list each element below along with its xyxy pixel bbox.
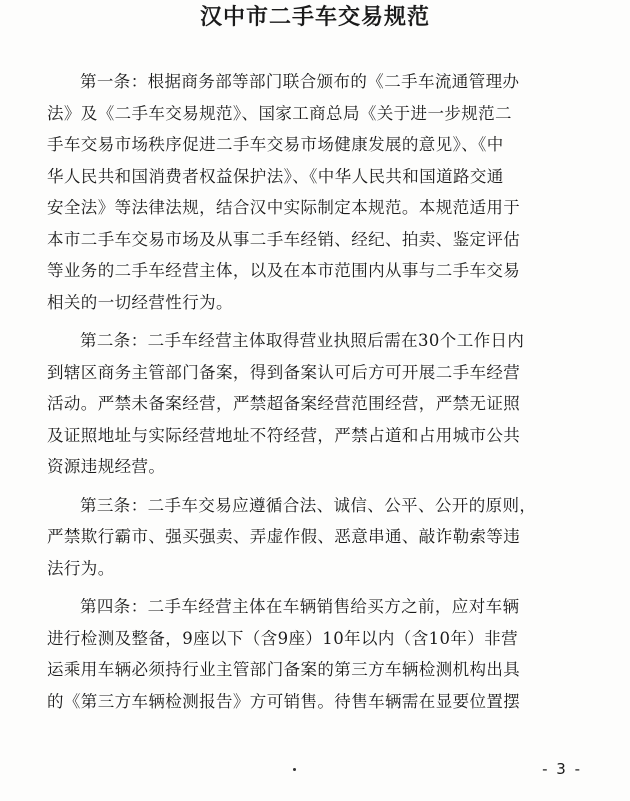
text-line: 运乘用车辆必须持行业主管部门备案的第三方车辆检测机构出具 [47, 660, 521, 679]
document-body [47, 66, 587, 724]
text-line: 华人民共和国消费者权益保护法》、《中华人民共和国道路交通 [47, 166, 504, 186]
text-line: 到辖区商务主管部门备案，得到备案认可后方可开展二手车经营 [47, 362, 521, 382]
stray-mark [293, 768, 296, 771]
text-line: 本市二手车交易市场及从事二手车经销、经纪、拍卖、鉴定评估 [47, 229, 521, 249]
article-3 [47, 490, 587, 585]
text-line: 手车交易市场秩序促进二手车交易市场健康发展的意见》、《中 [47, 135, 504, 154]
text-line: 严禁欺行霸市、强买强卖、弄虚作假、恶意串通、敲诈勒索等违 [47, 527, 521, 546]
article-4 [47, 591, 587, 717]
text-line: 及证照地址与实际经营地址不符经营，严禁占道和占用城市公共 [47, 425, 521, 445]
text-line: 活动。严禁未备案经营，严禁超备案经营范围经营，严禁无证照 [47, 394, 521, 413]
text-line: 进行检测及整备，9座以下（含9座）10年以内（含10年）非营 [47, 628, 518, 648]
text-line: 第三条：二手车交易应遵循合法、诚信、公平、公开的原则， [80, 495, 537, 515]
text-line: 第四条：二手车经营主体在车辆销售给买方之前，应对车辆 [80, 597, 520, 616]
text-line: 等业务的二手车经营主体，以及在本市范围内从事与二手车交易 [47, 261, 521, 280]
article-1 [47, 66, 587, 318]
document-title: 汉中市二手车交易规范 [199, 4, 430, 30]
text-line: 相关的一切经营性行为。 [47, 292, 233, 312]
text-line: 第一条：根据商务部等部门联合颁布的《二手车流通管理办 [80, 72, 520, 91]
text-line: 第二条：二手车经营主体取得营业执照后需在30个工作日内 [80, 331, 525, 350]
text-line: 法行为。 [47, 558, 115, 578]
text-line: 的《第三方车辆检测报告》方可销售。待售车辆需在显要位置摆 [47, 691, 521, 711]
text-line: 安全法》等法律法规，结合汉中实际制定本规范。本规范适用于 [47, 198, 521, 217]
page-number: - 3 - [542, 760, 582, 778]
article-2 [47, 325, 587, 483]
text-line: 资源违规经营。 [47, 457, 166, 476]
text-line: 法》及《二手车交易规范》、国家工商总局《关于进一步规范二 [47, 103, 512, 123]
